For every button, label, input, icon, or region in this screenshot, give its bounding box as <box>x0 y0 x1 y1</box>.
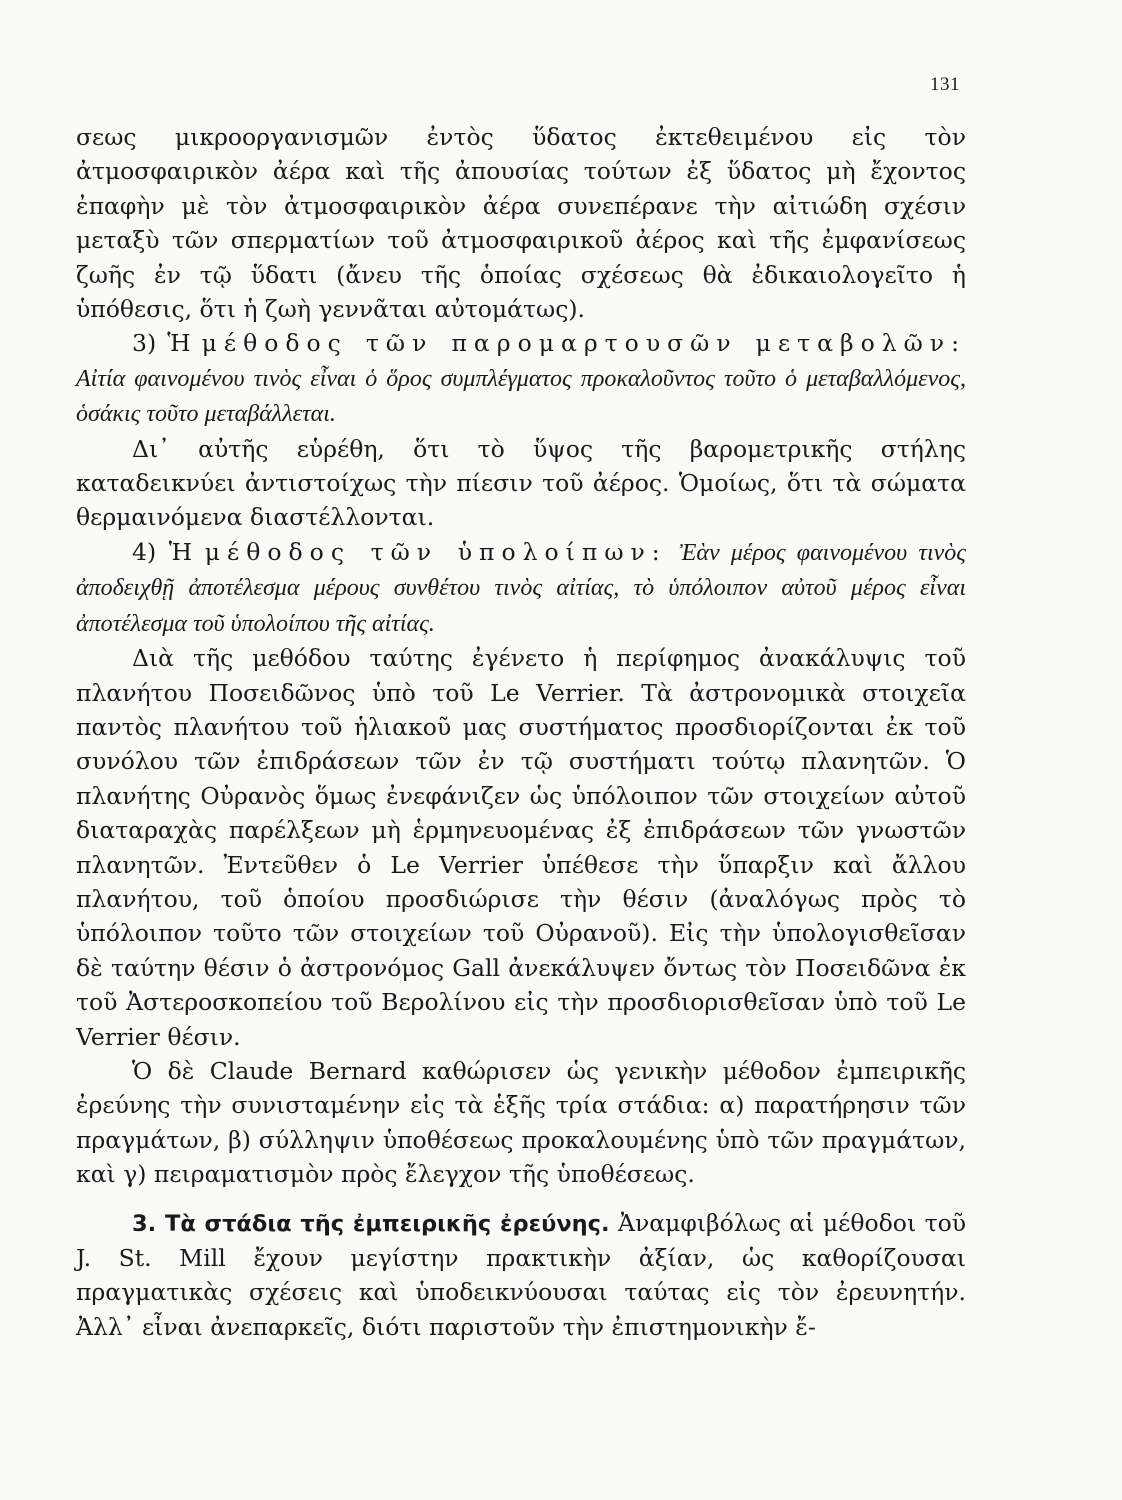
paragraph-method-4 <box>76 535 966 641</box>
method-definition: Αἰτία φαινομένου τινὸς εἶναι ὁ ὅρος συμπλέγματος προκαλοῦντος τοῦτο ὁ μεταβαλλόμενος, ὁσάκις τοῦτο μεταβάλλεται. <box>76 365 966 428</box>
section-heading: 3. Τὰ στάδια τῆς ἐμπειρικῆς ἐρεύνης. <box>132 1210 610 1237</box>
paragraph-continuation: σεως μικροοργανισμῶν ἐντὸς ὕδατος ἐκτεθειμένου εἰς τὸν ἀτμοσφαιρικὸν ἀέρα καὶ τῆς ἀπουσίας τούτων ἐξ ὕδατος μὴ ἔχοντος ἐπαφὴν μὲ τὸν ἀτμοσφαιρικὸν ἀέρα συνεπέρανε τὴν αἰτιώδη σχέσιν μεταξὺ τῶν σπερματίων τοῦ ἀτμοσφαιρικοῦ ἀέρος καὶ τῆς ἐμφανίσεως ζωῆς ἐν τῷ ὕδατι (ἄνευ τῆς ὁποίας σχέσεως θὰ ἐδικαιολογεῖτο ἡ ὑπόθεσις, ὅτι ἡ ζωὴ γεννᾶται αὐτομάτως). <box>76 123 966 324</box>
body-text <box>76 120 966 1344</box>
method-number-label: 4) Ἡ <box>132 537 193 566</box>
paragraph-barometer: Δι᾽ αὐτῆς εὑρέθη, ὅτι τὸ ὕψος τῆς βαρομετρικῆς στήλης καταδεικνύει ἀντιστοίχως τὴν πίεσιν τοῦ ἀέρος. Ὁμοίως, ὅτι τὰ σώματα θερμαινόμενα διαστέλλονται. <box>76 434 966 532</box>
method-title: μέθοδος τῶν ὑπολοίπων: <box>204 537 667 566</box>
method-definition: Ἐὰν μέρος φαινομένου τινὸς ἀποδειχθῇ ἀποτέλεσμα μέρους συνθέτου τινὸς αἰτίας, τὸ ὑπόλοιπον αὐτοῦ μέρος εἶναι ἀποτέλεσμα τοῦ ὑπολοίπου τῆς αἰτίας. <box>76 539 967 637</box>
method-title: μέθοδος τῶν παρομαρτουσῶν μεταβολῶν: <box>201 329 966 358</box>
paragraph-section-3 <box>76 1206 966 1345</box>
paragraph-method-3 <box>76 326 966 431</box>
method-number-label: 3) Ἡ <box>132 329 191 358</box>
page-number: 131 <box>930 74 960 95</box>
section-text: Ἀναμφιβόλως αἱ μέθοδοι τοῦ J. St. Mill ἔχουν μεγίστην πρακτικὴν ἀξίαν, ὡς καθορίζουσαι πραγματικὰς σχέσεις καὶ ὑποδεικνύουσαι ταύτας εἰς τὸν ἐρευνητήν. Ἀλλ᾽ εἶναι ἀνεπαρκεῖς, διότι παριστοῦν τὴν ἐπιστημονικὴν ἔ- <box>76 1208 966 1341</box>
paragraph-neptune: Διὰ τῆς μεθόδου ταύτης ἐγένετο ἡ περίφημος ἀνακάλυψις τοῦ πλανήτου Ποσειδῶνος ὑπὸ τοῦ Le Verrier. Τὰ ἀστρονομικὰ στοιχεῖα παντὸς πλανήτου τοῦ ἡλιακοῦ μας συστήματος προσδιορίζονται ἐκ τοῦ συνόλου τῶν ἐπιδράσεων τῶν ἐν τῷ συστήματι τούτῳ πλανητῶν. Ὁ πλανήτης Οὐρανὸς ὅμως ἐνεφάνιζεν ὡς ὑπόλοιπον τῶν στοιχείων αὐτοῦ διαταραχὰς παρέλξεων μὴ ἑρμηνευομένας ἐξ ἐπιδράσεων τῶν γνωστῶν πλανητῶν. Ἐντεῦθεν ὁ Le Verrier ὑπέθεσε τὴν ὕπαρξιν καὶ ἄλλου πλανήτου, τοῦ ὁποίου προσδιώρισε τὴν θέσιν (ἀναλόγως πρὸς τὸ ὑπόλοιπον τοῦτο τῶν στοιχείων τοῦ Οὐρανοῦ). Εἰς τὴν ὑπολογισθεῖσαν δὲ ταύτην θέσιν ὁ ἀστρονόμος Gall ἀνεκάλυψεν ὄντως τὸν Ποσειδῶνα ἐκ τοῦ Ἀστεροσκοπείου τοῦ Βερολίνου εἰς τὴν προσδιορισθεῖσαν ὑπὸ τοῦ Le Verrier θέσιν. <box>76 644 966 1051</box>
paragraph-claude-bernard: Ὁ δὲ Claude Bernard καθώρισεν ὡς γενικὴν μέθοδον ἐμπειρικῆς ἐρεύνης τὴν συνισταμένην εἰς τὰ ἑξῆς τρία στάδια: α) παρατήρησιν τῶν πραγμάτων, β) σύλληψιν ὑποθέσεως προκαλουμένης ὑπὸ τῶν πραγμάτων, καὶ γ) πειραματισμὸν πρὸς ἔλεγχον τῆς ὑποθέσεως. <box>76 1056 966 1189</box>
